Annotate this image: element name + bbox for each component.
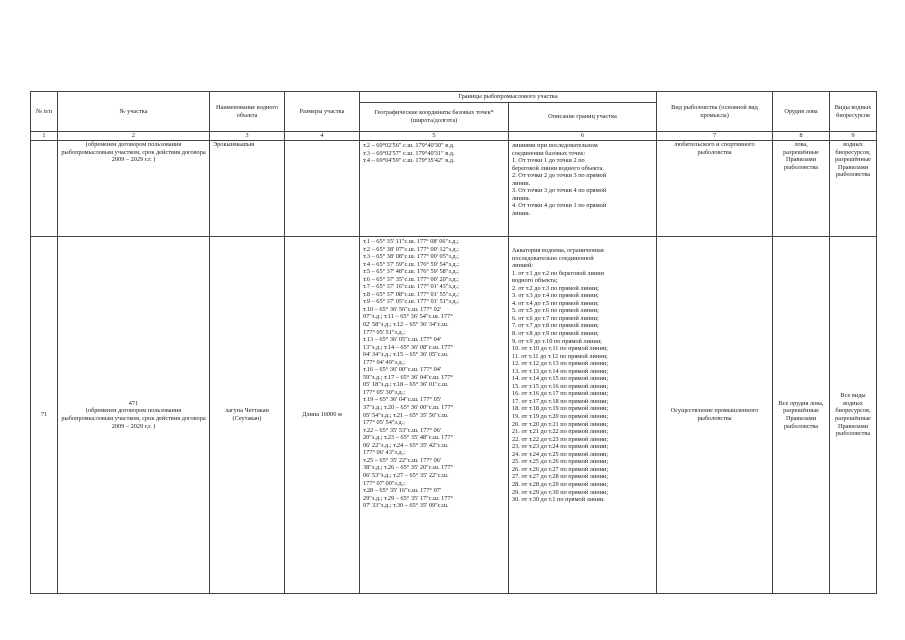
coordinate-line: т.28 – 65° 35' 16"с.ш. 177° 07' xyxy=(363,487,442,495)
description-line: 16. от т.16 до т.17 по прямой линии; xyxy=(512,390,609,398)
species-cell: водных биоресурсов, разрешённые Правилами рыболовства xyxy=(830,141,877,237)
description-line: линии. xyxy=(512,179,531,187)
area-cell: (обременен договором пользования рыбопромысловым участком, срок действия договора 2009 – 2029 г.г. ) xyxy=(58,141,210,237)
description-line: 25. от т.25 до т.26 по прямой линии; xyxy=(512,458,609,466)
coordinate-line: т.8 – 65° 37' 08"с.ш. 177° 01' 55"з.д.; xyxy=(363,290,459,298)
column-number: 2 xyxy=(58,132,210,141)
description-line: 2. От точки 2 до точки 3 по прямой xyxy=(512,172,607,180)
column-number: 1 xyxy=(31,132,58,141)
coordinate-line: т.16 – 65° 36' 00"с.ш. 177° 04' xyxy=(363,366,442,374)
coordinate-line: 177° 05' 30"з.д.; xyxy=(363,388,405,396)
fishing-areas-table xyxy=(30,91,877,594)
description-line: 28. от т.28 до т.29 по прямой линии; xyxy=(512,480,609,488)
coordinates-cell xyxy=(360,141,509,237)
coordinate-line: 29"з.д.; т.29 – 65° 35' 17"с.ш. 177° xyxy=(363,494,454,502)
coordinate-line: 06' 53"з.д.; т.27 – 65° 35' 22"с.ш. xyxy=(363,471,449,479)
description-line: 22. от т.22 до т.23 по прямой линии; xyxy=(512,435,609,443)
fishing-areas-table-page xyxy=(30,91,876,594)
coordinate-line: 04' 34"з.д.; т.15 – 65° 36' 05"с.ш. xyxy=(363,351,449,359)
description-line: 7. от т.7 до т.8 по прямой линии; xyxy=(512,322,599,330)
area-encumbrance-note: (обременен договором пользования рыбопромысловым участком, срок действия договора 2009 – 2029 г.г. ) xyxy=(61,407,206,430)
description-line: 13. от т.13 до т.14 по прямой линии; xyxy=(512,367,609,375)
description-line: 4. От точки 4 до точки 1 по прямой xyxy=(512,202,607,210)
coordinate-line: 06' 22"з.д.; т.24 – 65° 35' 42"с.ш. xyxy=(363,441,449,449)
coordinate-line: т.3 – 65° 38' 08"с.ш. 177° 00' 05"з.д.; xyxy=(363,253,459,261)
description-line: 20. от т.20 до т.21 по прямой линии; xyxy=(512,420,609,428)
boundary-description-cell xyxy=(509,141,657,237)
header-fishing-kind: Вид рыболовства (основной вид промысла) xyxy=(657,92,773,132)
water-body-cell: Эрокынмаапын xyxy=(210,141,285,237)
coordinate-line: 05' 18"з.д.; т.18 – 65° 36' 01"с.ш. xyxy=(363,381,449,389)
coordinate-line: 02' 58"з.д.; т.12 – 65° 36' 34"с.ш. xyxy=(363,321,449,329)
coordinate-line: 20"з.д.; т.23 – 65° 35' 48"с.ш. 177° xyxy=(363,434,454,442)
coordinate-line: т.3 – 69°02'57" с.ш. 179°40'31" в.д. xyxy=(363,149,455,157)
description-line: 15. от т.15 до т.16 по прямой линии; xyxy=(512,382,609,390)
header-area-number: № участка xyxy=(58,92,210,132)
header-row-number: № п/п xyxy=(31,92,58,132)
coordinate-line: т.4 – 65° 37' 59"с.ш. 176° 59' 54"з.д.; xyxy=(363,260,459,268)
description-line: 26. от т.26 до т.27 по прямой линии; xyxy=(512,465,609,473)
coordinate-line: 177° 05' 51"з.д.; xyxy=(363,328,405,336)
coordinate-line: т.13 – 65° 36' 05"с.ш. 177° 04' xyxy=(363,336,442,344)
description-line: 2. от т.2 до т.3 по прямой линии; xyxy=(512,284,599,292)
description-line: водного объекта; xyxy=(512,277,558,285)
coordinate-line: 07"з.д.; т.11 – 65° 36' 54"с.ш. 177° xyxy=(363,313,453,321)
description-line: 10. от т.10 до т.11 по прямой линии; xyxy=(512,345,608,353)
description-line: линиями при последовательном xyxy=(512,142,598,149)
description-line: 12. от т.12 до т.13 по прямой линии; xyxy=(512,360,609,368)
coordinate-line: 07' 33"з.д.; т.30 – 65° 35' 09"с.ш. xyxy=(363,502,449,510)
coordinate-line: 13"з.д.; т.14 – 65° 36' 08"с.ш. 177° xyxy=(363,343,454,351)
coordinate-line: т.1 – 65° 35' 11"с.ш. 177° 08' 06"з.д.; xyxy=(363,238,459,245)
column-number: 6 xyxy=(509,132,657,141)
header-water-body: Наименование водного объекта xyxy=(210,92,285,132)
coordinate-line: 177° 04' 49"з.д.; xyxy=(363,358,405,366)
coordinate-line: т.4 – 69°04'59" с.ш. 179°35'42" в.д. xyxy=(363,157,455,165)
description-line: 30. от т.30 до т.1 по прямой линии. xyxy=(512,496,605,504)
description-line: 1. от т.1 до т.2 по береговой линии xyxy=(512,269,604,277)
row-number-cell xyxy=(31,141,58,237)
coordinate-line: 177° 05' 54"з.д.; xyxy=(363,419,405,427)
coordinates-cell xyxy=(360,237,509,594)
coordinate-line: т.25 – 65° 35' 22"с.ш. 177° 06' xyxy=(363,456,442,464)
description-line: 6. от т.6 до т.7 по прямой линии; xyxy=(512,314,599,322)
species-cell: Все виды водных биоресурсов, разрешённые Правилами рыболовства xyxy=(830,237,877,594)
fishing-kind-cell: любительского и спортивного рыболовства xyxy=(657,141,773,237)
fishing-kind-cell: Осуществление промышленного рыболовства xyxy=(657,237,773,594)
area-number: 471 xyxy=(128,399,139,407)
coordinate-line: 05' 54"з.д.; т.21 – 65° 35' 56"с.ш. xyxy=(363,411,449,419)
coordinate-line: 37"з.д.; т.20 – 65° 36' 00"с.ш. 177° xyxy=(363,404,454,412)
coordinate-line: т.2 – 65° 38' 07"с.ш. 177° 00' 12"з.д.; xyxy=(363,245,459,253)
description-line: береговой линии водного объекта. xyxy=(512,164,604,172)
column-number: 3 xyxy=(210,132,285,141)
description-line: 11. от т.11 до т.12 по прямой линии; xyxy=(512,352,608,360)
description-line: 8. от т.8 до т.9 по прямой линии; xyxy=(512,330,599,338)
area-size-cell xyxy=(285,141,360,237)
column-number: 7 xyxy=(657,132,773,141)
coordinate-line: т.10 – 65° 36' 56"с.ш. 177° 02' xyxy=(363,305,442,313)
column-number: 4 xyxy=(285,132,360,141)
description-line: линии. xyxy=(512,194,531,202)
coordinate-line: 59"з.д.; т.17 – 65° 36' 04"с.ш. 177° xyxy=(363,373,454,381)
coordinate-line: т.6 – 65° 37' 35"с.ш. 177° 00' 20"з.д.; xyxy=(363,275,459,283)
column-numbers-row xyxy=(31,132,877,141)
column-number: 5 xyxy=(360,132,509,141)
fishing-gear-cell: Все орудия лова, разрешённые Правилами рыболовства xyxy=(773,237,830,594)
description-line: 17. от т.17 до т.18 по прямой линии; xyxy=(512,397,609,405)
coordinate-line: т.9 – 65° 37' 05"с.ш. 177° 01' 51"з.д.; xyxy=(363,298,459,306)
description-line: 4. от т.4 до т.5 по прямой линии; xyxy=(512,299,599,307)
coordinate-line: т.7 – 65° 37' 16"с.ш. 177° 01' 43"з.д.; xyxy=(363,283,459,291)
table-row-continued xyxy=(31,141,877,237)
description-line: 19. от т.19 до т.20 по прямой линии; xyxy=(512,413,609,421)
description-line: 29. от т.29 до т.30 по прямой линии; xyxy=(512,488,609,496)
description-line: 3. от т.3 до т.4 по прямой линии; xyxy=(512,292,599,300)
coordinate-line: т.2 – 69°02'56" с.ш. 179°40'30" в.д. xyxy=(363,142,455,149)
column-number: 9 xyxy=(830,132,877,141)
boundary-description-cell xyxy=(509,237,657,594)
coordinate-line: т.5 – 65° 37' 48"с.ш. 176° 59' 58"з.д.; xyxy=(363,268,459,276)
header-area-size: Размеры участка xyxy=(285,92,360,132)
water-body-cell: лагуна Четтакан (Сеутакан) xyxy=(210,237,285,594)
header-coordinates: Географические координаты базовых точек* (широта/долгота) xyxy=(360,103,509,132)
description-line: 3. От точки 3 до точки 4 по прямой xyxy=(512,187,607,195)
description-line: линии. xyxy=(512,209,531,217)
description-line: 14. от т.14 до т.15 по прямой линии; xyxy=(512,375,609,383)
area-size-cell: Длина 16000 м xyxy=(285,237,360,594)
fishing-gear-cell: лова, разрешённые Правилами рыболовства xyxy=(773,141,830,237)
description-line: 5. от т.5 до т.6 по прямой линии; xyxy=(512,307,599,315)
description-line: 27. от т.27 до т.28 по прямой линии; xyxy=(512,473,609,481)
header-species: Виды водных биоресурсов xyxy=(830,92,877,132)
description-line: 23. от т.23 до т.24 по прямой линии; xyxy=(512,443,609,451)
description-line: соединении базовых точек: xyxy=(512,149,586,157)
description-line: последовательно соединенной xyxy=(512,254,594,262)
description-line: 9. от т.9 до т.10 по прямой линии; xyxy=(512,337,602,345)
header-boundary-description: Описание границ участка xyxy=(509,103,657,132)
coordinate-line: 177° 07' 00"з.д.; xyxy=(363,479,405,487)
description-line: 24. от т.24 до т.25 по прямой линии; xyxy=(512,450,609,458)
description-line: 18. от т.18 до т.19 по прямой линии; xyxy=(512,405,609,413)
description-line: линией: xyxy=(512,262,534,270)
description-line: 21. от т.21 до т.22 по прямой линии; xyxy=(512,428,609,436)
coordinate-line: т.19 – 65° 36' 04"с.ш. 177° 05' xyxy=(363,396,442,404)
description-line: 1. От точки 1 до точки 2 по xyxy=(512,157,585,165)
header-area-boundaries: Границы рыбопромыслового участка xyxy=(360,92,657,103)
area-cell xyxy=(58,237,210,594)
row-number-cell: 71 xyxy=(31,237,58,594)
coordinate-line: 38"з.д.; т.26 – 65° 35' 20"с.ш. 177° xyxy=(363,464,454,472)
coordinate-line: т.22 – 65° 35' 53"с.ш. 177° 06' xyxy=(363,426,442,434)
table-row-71 xyxy=(31,237,877,594)
coordinate-line: 177° 06' 43"з.д.; xyxy=(363,449,405,457)
header-fishing-gear: Орудия лова xyxy=(773,92,830,132)
column-number: 8 xyxy=(773,132,830,141)
description-line: Акватория водоема, ограниченная xyxy=(512,247,604,254)
